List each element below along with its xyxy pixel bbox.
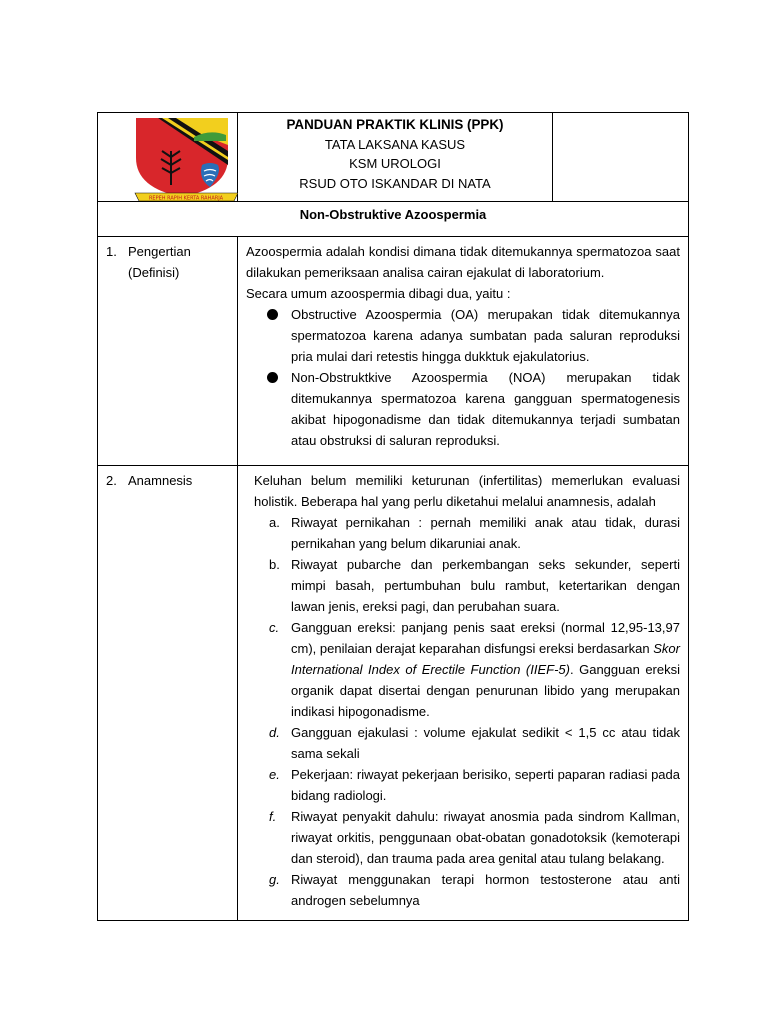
list-marker: c. — [269, 620, 280, 635]
section-label — [98, 237, 238, 466]
section-label-text: Pengertian — [128, 244, 191, 259]
document-title: PANDUAN PRAKTIK KLINIS (PPK) — [286, 117, 504, 132]
iief-reference: Skor International Index of Erectile Function (IIEF-5) — [291, 641, 680, 677]
ppk-table — [97, 112, 689, 921]
list-item — [269, 806, 680, 869]
section-label-text: Anamnesis — [128, 473, 193, 488]
header-row — [98, 113, 689, 202]
section-number: 1. — [106, 244, 117, 259]
section-label — [98, 466, 238, 921]
list-item-text: Obstructive Azoospermia (OA) merupakan tidak ditemukannya spermatozoa karena adanya sumbatan pada saluran reproduksi pria mulai dari retestis hingga dukktuk ejakulatorius. — [291, 307, 680, 364]
section-definisi-row — [98, 237, 689, 466]
bullet-icon — [267, 372, 278, 383]
list-marker: g. — [269, 872, 280, 887]
header-title-cell — [238, 113, 553, 202]
header-line-3: RSUD OTO ISKANDAR DI NATA — [299, 175, 491, 191]
list-item — [291, 304, 680, 367]
list-item — [269, 722, 680, 764]
list-marker: e. — [269, 767, 280, 782]
list-item — [269, 512, 680, 554]
anamnesis-list — [246, 512, 680, 911]
list-item-text: Riwayat pubarche dan perkembangan seks sekunder, seperti mimpi basah, pertumbuhan bulu rambut, ketertarikan dengan lawan jenis, ereksi pagi, dan perubahan suara. — [291, 557, 680, 614]
list-item — [291, 367, 680, 451]
list-item-text: Riwayat penyakit dahulu: riwayat anosmia pada sindrom Kallman, riwayat orkitis, penggunaan obat-obatan gonadotoksik (kemoterapi dan steroid), dan trauma pada area genital atau tulang belakang. — [291, 809, 680, 866]
list-item-text: Gangguan ereksi: panjang penis saat ereksi (normal 12,95-13,97 cm), penilaian derajat keparahan disfungsi ereksi berdasarkan — [291, 620, 680, 656]
list-marker: d. — [269, 725, 280, 740]
ppk-document — [97, 112, 688, 921]
list-item-text: Gangguan ejakulasi : volume ejakulat sedikit < 1,5 cc atau tidak sama sekali — [291, 725, 680, 761]
list-item — [269, 617, 681, 722]
list-item — [269, 869, 680, 911]
list-item — [269, 554, 680, 617]
list-marker: b. — [269, 557, 280, 572]
logo-motto-text: REPEH RAPIH KERTA RAHARJA — [148, 195, 224, 201]
section-label-sub: (Definisi) — [128, 265, 180, 280]
section-content — [238, 466, 689, 921]
list-marker: f. — [269, 809, 277, 824]
azoospermia-types-list — [246, 304, 680, 451]
definition-text: Azoospermia adalah kondisi dimana tidak ditemukannya spermatozoa saat dilakukan pemeriksaan analisa cairan ejakulat di laboratorium. — [246, 244, 680, 280]
list-item-text: Pekerjaan: riwayat pekerjaan berisiko, seperti paparan radiasi pada bidang radiologi. — [291, 767, 680, 803]
definition-classification: Secara umum azoospermia dibagi dua, yaitu : — [246, 286, 511, 301]
subtitle-row — [98, 202, 689, 237]
logo-cell — [98, 113, 238, 202]
header-line-1: TATA LAKSANA KASUS — [324, 136, 466, 152]
list-item-text: Riwayat menggunakan terapi hormon testosterone atau anti androgen sebelumnya — [291, 872, 680, 908]
list-item-text: Non-Obstruktkive Azoospermia (NOA) merupakan tidak ditemukannya spermatozoa karena gangguan spermatogenesis akibat hipogonadisme dan tidak ditemukannya terjadi sumbatan atau obstruksi di saluran reproduksi. — [291, 370, 680, 448]
header-empty-cell — [553, 113, 689, 202]
header-line-2: KSM UROLOGI — [349, 156, 441, 172]
list-item-text-cont: . Gangguan ereksi organik dapat disertai dengan penurunan libido yang merupakan indikasi hipogonadisme. — [291, 662, 681, 719]
regency-logo — [98, 113, 238, 201]
list-marker: a. — [269, 515, 280, 530]
list-item — [269, 764, 680, 806]
section-content — [238, 237, 689, 466]
bullet-icon — [267, 309, 278, 320]
anamnesis-intro: Keluhan belum memiliki keturunan (infertilitas) memerlukan evaluasi holistik. Beberapa hal yang perlu diketahui melalui anamnesis, adalah — [254, 473, 680, 509]
section-anamnesis-row — [98, 466, 689, 921]
subtitle: Non-Obstruktive Azoospermia — [98, 202, 689, 237]
section-number: 2. — [106, 473, 117, 488]
list-item-text: Riwayat pernikahan : pernah memiliki anak atau tidak, durasi pernikahan yang belum dikaruniai anak. — [291, 515, 680, 551]
